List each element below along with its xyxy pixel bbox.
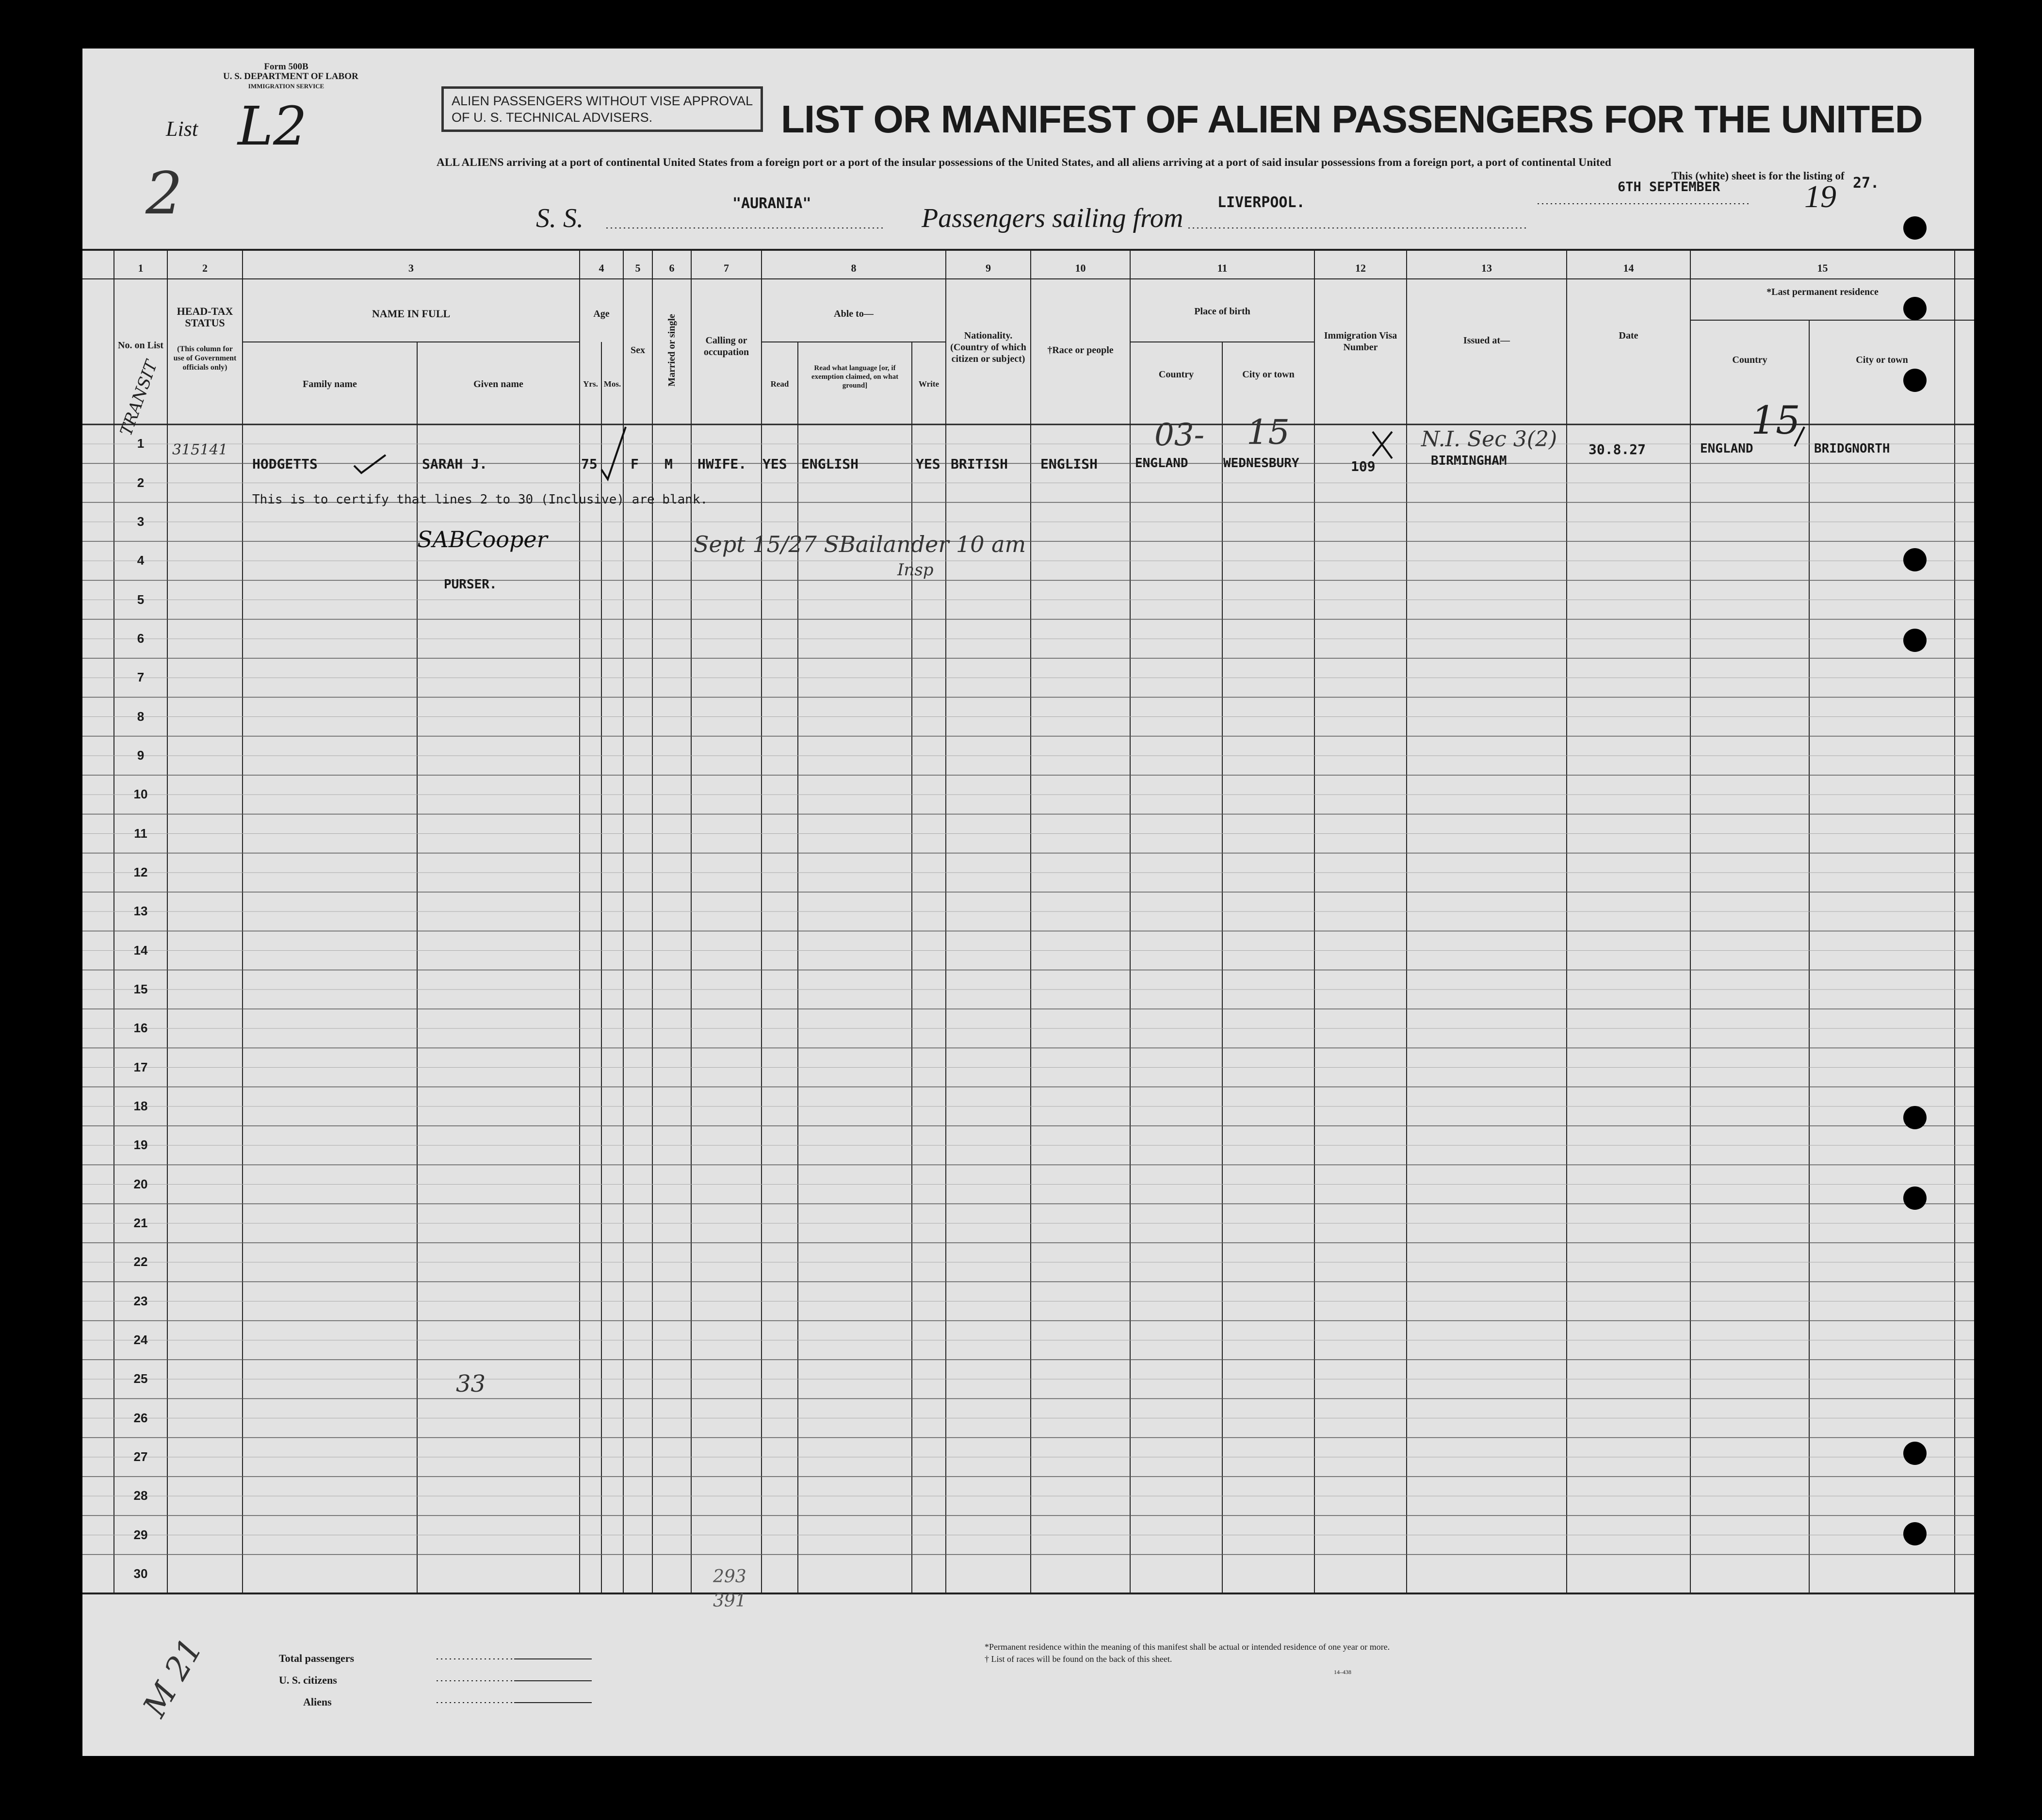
header-head-tax-note: (This column for use of Government officials only) xyxy=(173,345,237,372)
header-family-name: Family name xyxy=(303,379,357,390)
bottom-margin-note: M 21 xyxy=(135,1632,210,1723)
punch-hole xyxy=(1903,369,1927,392)
stamp-line2: OF U. S. TECHNICAL ADVISERS. xyxy=(452,110,653,125)
header-calling: Calling or occupation xyxy=(703,335,749,358)
header-visa: Immigration Visa Number xyxy=(1324,330,1397,353)
row-number: 21 xyxy=(133,1215,148,1230)
page-number-note-2: 391 xyxy=(713,1591,746,1611)
header-birth-city: City or town xyxy=(1242,369,1295,380)
form-number: Form 500B xyxy=(264,62,308,72)
stamp-line1: ALIEN PASSENGERS WITHOUT VISE APPROVAL xyxy=(452,94,753,108)
sex: F xyxy=(631,456,639,472)
family-name: HODGETTS xyxy=(252,456,318,472)
row-number: 25 xyxy=(133,1371,148,1386)
punch-hole xyxy=(1903,216,1927,240)
race: ENGLISH xyxy=(1040,456,1098,472)
punch-hole xyxy=(1903,297,1927,320)
header-birth-country: Country xyxy=(1158,369,1194,380)
col-num-7: 7 xyxy=(724,262,729,274)
visa-number: 109 xyxy=(1351,458,1376,474)
year-prefix: 19 xyxy=(1804,179,1836,214)
inspector-note: Sept 15/27 SBailander 10 am xyxy=(694,531,1026,557)
header-res-country: Country xyxy=(1732,355,1767,365)
header-married: Married or single xyxy=(666,314,677,387)
row-number: 10 xyxy=(133,787,148,802)
married: M xyxy=(664,456,673,472)
footer-note-2: † List of races will be found on the back of this sheet. xyxy=(985,1654,1172,1664)
header-last-residence: *Last permanent residence xyxy=(1766,287,1879,297)
row-number: 11 xyxy=(134,826,147,841)
birth-city: WEDNESBURY xyxy=(1223,456,1299,471)
row-number: 23 xyxy=(133,1293,148,1308)
footer-citizens: U. S. citizens xyxy=(279,1674,337,1686)
col-num-9: 9 xyxy=(986,262,991,274)
header-head-tax: HEAD-TAX STATUS xyxy=(177,305,233,329)
birth-country: ENGLAND xyxy=(1135,456,1188,471)
sailing-date: 6TH SEPTEMBER xyxy=(1618,179,1720,195)
header-mos: Mos. xyxy=(603,379,621,389)
col-num-1: 1 xyxy=(138,262,144,274)
header-sex: Sex xyxy=(631,345,645,356)
inspector-title: Insp xyxy=(897,560,934,580)
ship-name: "AURANIA" xyxy=(732,195,811,212)
row-number: 4 xyxy=(137,553,145,568)
row-number: 26 xyxy=(133,1410,148,1425)
header-no-on-list: No. on List xyxy=(118,340,163,351)
certify-text: This is to certify that lines 2 to 30 (Inclusive) are blank. xyxy=(252,492,708,507)
birth-country-mark: 03- xyxy=(1154,417,1205,453)
punch-hole xyxy=(1903,1106,1927,1129)
row-number: 8 xyxy=(137,709,145,724)
header-issued-at: Issued at— xyxy=(1463,335,1510,346)
header-yrs: Yrs. xyxy=(583,379,598,389)
ss-label: S. S. xyxy=(536,203,583,233)
header-date: Date xyxy=(1619,330,1638,341)
row-number: 12 xyxy=(133,864,148,879)
subtitle: ALL ALIENS arriving at a port of continental United States from a foreign port or a port of the insular possessions of the United States, and all aliens arriving at a port of said insular possessions from a foreign port, a port of continental United xyxy=(437,156,1611,169)
margin-note: 2 xyxy=(146,160,183,228)
year-suffix: 27. xyxy=(1853,175,1880,192)
col-num-14: 14 xyxy=(1623,262,1634,274)
language: ENGLISH xyxy=(801,456,859,472)
row-number: 7 xyxy=(137,670,145,685)
row-number: 18 xyxy=(133,1098,148,1113)
head-tax-note: 315141 xyxy=(172,441,228,458)
head-tax-status: TRANSIT xyxy=(116,358,162,439)
row-number: 9 xyxy=(137,748,145,763)
col-num-3: 3 xyxy=(408,262,414,274)
col-num-2: 2 xyxy=(202,262,208,274)
row-number: 24 xyxy=(133,1332,148,1347)
row-number: 14 xyxy=(133,942,148,958)
port-name: LIVERPOOL. xyxy=(1217,194,1305,211)
header-name-in-full: NAME IN FULL xyxy=(372,308,451,320)
issue-date: 30.8.27 xyxy=(1588,441,1646,457)
can-read: YES xyxy=(762,456,787,472)
residence-city: BRIDGNORTH xyxy=(1814,441,1890,456)
row-number: 1 xyxy=(137,436,145,451)
col-num-15: 15 xyxy=(1817,262,1828,274)
header-place-of-birth: Place of birth xyxy=(1194,306,1250,317)
row-number: 5 xyxy=(137,592,145,607)
purser-signature: SABCooper xyxy=(417,526,548,552)
row-number: 20 xyxy=(133,1176,148,1191)
row-number: 28 xyxy=(133,1488,148,1503)
punch-hole xyxy=(1903,1522,1927,1545)
age-years: 75 xyxy=(581,456,598,472)
issued-note: N.I. Sec 3(2) xyxy=(1421,427,1557,452)
col-num-5: 5 xyxy=(635,262,641,274)
header-write: Write xyxy=(918,379,940,389)
footer-form-code: 14–438 xyxy=(1334,1669,1351,1675)
footer-aliens: Aliens xyxy=(303,1696,332,1708)
punch-hole xyxy=(1903,629,1927,652)
header-read: Read xyxy=(770,379,789,389)
punch-hole xyxy=(1903,1186,1927,1210)
header-age: Age xyxy=(593,309,610,319)
issued-at: BIRMINGHAM xyxy=(1431,454,1507,468)
header-res-city: City or town xyxy=(1856,355,1908,365)
manifest-grid xyxy=(82,49,1974,1756)
service: IMMIGRATION SERVICE xyxy=(248,82,324,90)
row-number: 30 xyxy=(133,1566,148,1581)
page-title: LIST OR MANIFEST OF ALIEN PASSENGERS FOR THE UNITED xyxy=(781,98,1923,141)
subtitle-2: This (white) sheet is for the listing of xyxy=(1671,170,1845,182)
row-number: 19 xyxy=(133,1138,148,1153)
header-able-to: Able to— xyxy=(834,309,874,319)
col-num-10: 10 xyxy=(1075,262,1086,274)
list-label: List xyxy=(166,117,198,141)
header-nationality: Nationality. (Country of which citizen or subject) xyxy=(950,330,1026,364)
can-write: YES xyxy=(916,456,940,472)
calling: HWIFE. xyxy=(697,456,747,472)
page-number-note: 293 xyxy=(713,1567,746,1587)
col-num-12: 12 xyxy=(1355,262,1366,274)
header-given-name: Given name xyxy=(473,379,523,390)
col-num-13: 13 xyxy=(1481,262,1492,274)
residence-mark: 15 xyxy=(1751,398,1800,443)
col-num-4: 4 xyxy=(599,262,604,274)
punch-hole xyxy=(1903,548,1927,571)
row26-note: 33 xyxy=(456,1370,486,1398)
sailing-label: Passengers sailing from xyxy=(922,203,1183,233)
residence-country: ENGLAND xyxy=(1700,441,1753,456)
row-number: 16 xyxy=(133,1021,148,1036)
col-num-6: 6 xyxy=(669,262,675,274)
manifest-sheet xyxy=(82,49,1974,1756)
col-num-11: 11 xyxy=(1217,262,1228,274)
given-name: SARAH J. xyxy=(422,456,487,472)
header-read-what: Read what language [or, if exemption claimed, on what ground] xyxy=(811,364,899,390)
row-number: 22 xyxy=(133,1254,148,1269)
row-number: 3 xyxy=(137,514,145,529)
row-number: 2 xyxy=(137,475,145,490)
birth-city-mark: 15 xyxy=(1247,412,1290,452)
punch-hole xyxy=(1903,1442,1927,1465)
row-number: 6 xyxy=(137,631,145,646)
col-num-8: 8 xyxy=(851,262,857,274)
header-race: †Race or people xyxy=(1047,345,1114,356)
row-number: 17 xyxy=(133,1059,148,1074)
nationality: BRITISH xyxy=(951,456,1008,472)
row-number: 13 xyxy=(133,904,148,919)
purser-title: PURSER. xyxy=(444,577,497,592)
department: U. S. DEPARTMENT OF LABOR xyxy=(223,71,358,81)
footer-total: Total passengers xyxy=(279,1652,355,1664)
row-number: 29 xyxy=(133,1527,148,1542)
footer-note-1: *Permanent residence within the meaning of this manifest shall be actual or intended residence of one year or more. xyxy=(985,1642,1390,1652)
row-number: 15 xyxy=(133,981,148,996)
row-number: 27 xyxy=(133,1449,148,1464)
list-value: L2 xyxy=(238,95,308,157)
